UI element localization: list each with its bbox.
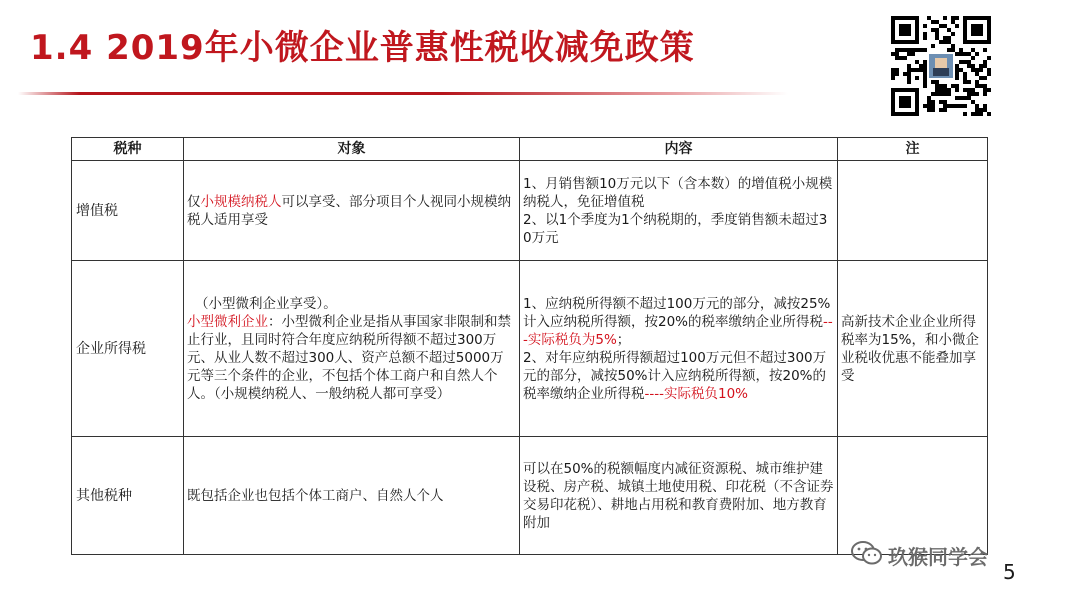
tax-policy-table bbox=[71, 137, 988, 555]
content-cell bbox=[520, 261, 838, 437]
content-item: 2、以1个季度为1个纳税期的，季度销售额未超过30万元 bbox=[523, 211, 828, 246]
title-underline bbox=[18, 92, 788, 95]
object-text: 仅 bbox=[187, 193, 201, 210]
content-cell: 可以在50%的税额幅度内减征资源税、城市维护建设税、房产税、城镇土地使用税、印花税（不含证券交易印花税）、耕地占用税和教育费附加、地方教育附加 bbox=[520, 437, 838, 555]
table-row bbox=[72, 437, 988, 555]
watermark bbox=[850, 540, 988, 571]
note-cell bbox=[838, 161, 988, 261]
wechat-icon bbox=[850, 540, 884, 571]
object-cell bbox=[184, 261, 520, 437]
content-item bbox=[523, 349, 834, 403]
highlight-text: ----实际税负10% bbox=[644, 385, 748, 402]
content-item: 1、月销售额10万元以下（含本数）的增值税小规模纳税人，免征增值税 bbox=[523, 175, 833, 210]
object-cell bbox=[184, 161, 520, 261]
watermark-text: 玖猴同学会 bbox=[888, 545, 988, 569]
qr-code-icon bbox=[890, 15, 992, 117]
tax-type-cell: 增值税 bbox=[72, 161, 184, 261]
object-cell: 既包括企业也包括个体工商户、自然人个人 bbox=[184, 437, 520, 555]
header-content: 内容 bbox=[520, 138, 838, 161]
note-cell: 高新技术企业企业所得税率为15%，和小微企业税收优惠不能叠加享受 bbox=[838, 261, 988, 437]
content-text: 1、应纳税所得额不超过100万元的部分，减按25%计入应纳税所得额，按20%的税率缴纳企业所得税 bbox=[523, 295, 831, 330]
content-text: 2、对年应纳税所得额超过100万元但不超过300万元的部分，减按50%计入应纳税所得额，按20%的税率缴纳企业所得税 bbox=[523, 349, 827, 402]
highlight-text: ---实际税负为5% bbox=[523, 313, 833, 348]
header-tax-type: 税种 bbox=[72, 138, 184, 161]
content-text: ； bbox=[616, 331, 631, 348]
highlight-text: 小型微利企业 bbox=[187, 313, 268, 330]
object-text: ：小型微利企业是指从事国家非限制和禁止行业，且同时符合年度应纳税所得额不超过300万元、从业人数不超过300人、资产总额不超过5000万元等三个条件的企业，不包括个体工商户和自然人个人。（小规模纳税人、一般纳税人都可享受） bbox=[187, 313, 511, 402]
content-item bbox=[523, 295, 834, 349]
content-cell bbox=[520, 161, 838, 261]
page-number: 5 bbox=[1003, 560, 1016, 584]
table-row bbox=[72, 161, 988, 261]
note-cell bbox=[838, 437, 988, 555]
tax-type-cell: 企业所得税 bbox=[72, 261, 184, 437]
header-object: 对象 bbox=[184, 138, 520, 161]
tax-type-cell: 其他税种 bbox=[72, 437, 184, 555]
highlight-text: 小规模纳税人 bbox=[200, 193, 282, 210]
page-title: 1.4 2019年小微企业普惠性税收减免政策 bbox=[30, 28, 695, 68]
table-row bbox=[72, 261, 988, 437]
object-text: 可以享受、部分项目个人视同小规模纳税人适用享受 bbox=[187, 193, 511, 228]
header-note: 注 bbox=[838, 138, 988, 161]
object-text: （小型微利企业享受）。 bbox=[195, 295, 337, 312]
table-header-row bbox=[72, 138, 988, 161]
